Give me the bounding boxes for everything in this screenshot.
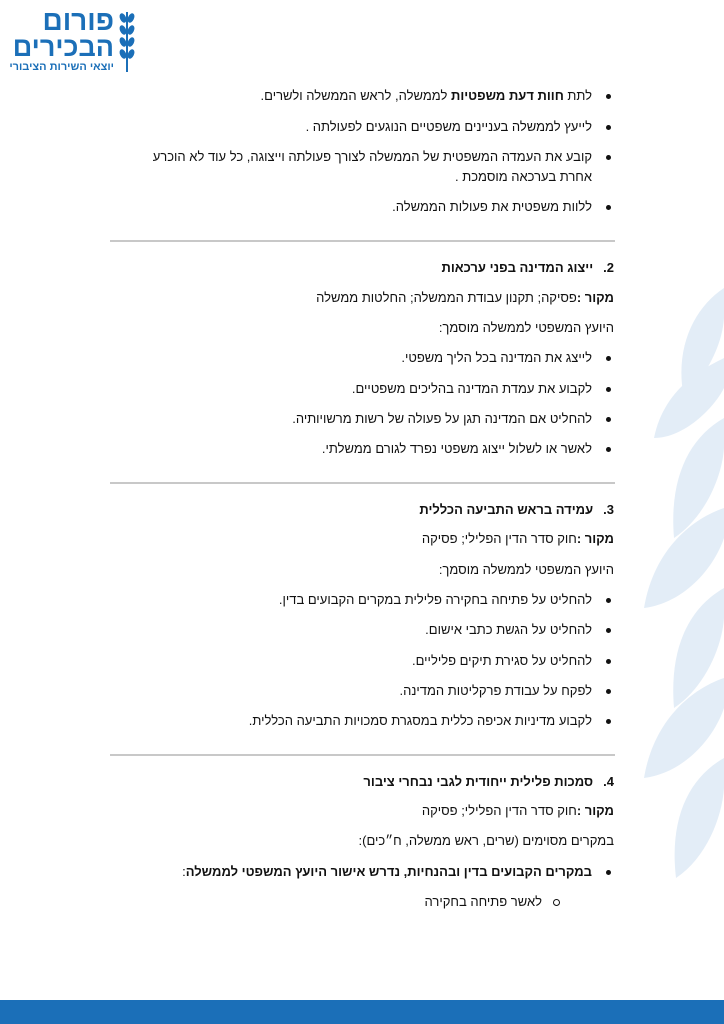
bullet-dot-icon — [606, 659, 611, 664]
bullet-dot-icon — [606, 628, 611, 633]
source-line: מקור :פסיקה; תקנון עבודת הממשלה; החלטות ממשלה — [316, 290, 614, 305]
footer-bar — [0, 1000, 724, 1024]
source-label: מקור — [584, 290, 614, 305]
list-item — [119, 681, 614, 701]
list-item-bold: במקרים הקבועים בדין ובהנחיות, נדרש אישור היועץ המשפטי לממשלה — [185, 864, 592, 879]
list-item: במקרים הקבועים בדין ובהנחיות, נדרש אישור היועץ המשפטי לממשלה: — [119, 862, 614, 882]
list-item-text: להחליט על הגשת כתבי אישום. — [425, 622, 592, 637]
source-label: מקור — [584, 531, 614, 546]
section-lead: במקרים מסוימים (שרים, ראש ממשלה, ח״כים): — [358, 833, 614, 848]
list-item-text: להחליט על פתיחה בחקירה פלילית במקרים הקבועים בדין. — [278, 592, 592, 607]
list-item — [119, 117, 614, 137]
section-title: סמכות פלילית ייחודית לגבי נבחרי ציבור — [363, 774, 594, 789]
source-text: פסיקה; תקנון עבודת הממשלה; החלטות ממשלה — [316, 290, 577, 305]
sub-list-item — [124, 892, 564, 912]
hollow-circle-icon — [553, 899, 560, 906]
divider — [110, 482, 615, 484]
section-number: 3. — [603, 502, 614, 517]
logo-tagline: יוצאי השירות הציבורי — [9, 61, 114, 73]
source-label: מקור — [584, 803, 614, 818]
section-heading — [109, 500, 614, 520]
source-line: מקור :חוק סדר הדין הפלילי; פסיקה — [421, 803, 614, 818]
list-item — [119, 348, 614, 368]
list-item — [119, 379, 614, 399]
list-item — [119, 590, 614, 610]
section-number: 4. — [603, 774, 614, 789]
list-item — [119, 147, 614, 187]
list-item-text: לתת — [563, 88, 592, 103]
list-item-text: ללוות משפטית את פעולות הממשלה. — [392, 199, 592, 214]
list-item-text: לממשלה, לראש הממשלה ולשרים. — [260, 88, 451, 103]
logo-title-line2: הבכירים — [12, 32, 114, 62]
list-item — [119, 409, 614, 429]
section-title: ייצוג המדינה בפני ערכאות — [441, 260, 594, 275]
list-item — [119, 439, 614, 459]
list-item — [119, 197, 614, 217]
bullet-dot-icon — [606, 205, 611, 210]
divider — [110, 754, 615, 756]
list-item — [119, 620, 614, 640]
list-item-text: לייעץ לממשלה בעניינים משפטיים הנוגעים לפעולתה . — [305, 119, 592, 134]
bullet-dot-icon — [606, 447, 611, 452]
section-heading — [109, 772, 614, 792]
bullet-dot-icon — [606, 870, 611, 875]
bullet-dot-icon — [606, 387, 611, 392]
list-item-text: להחליט אם המדינה תגן על פעולה של רשות מרשויותיה. — [292, 411, 592, 426]
list-item-text: לאשר או לשלול ייצוג משפטי נפרד לגורם ממשלתי. — [321, 441, 592, 456]
bullet-dot-icon — [606, 417, 611, 422]
sub-list-item-text: לאשר פתיחה בחקירה — [424, 894, 542, 909]
source-text: חוק סדר הדין הפלילי; פסיקה — [421, 803, 577, 818]
section-heading — [109, 258, 614, 278]
bullet-dot-icon — [606, 94, 611, 99]
bullet-dot-icon — [606, 598, 611, 603]
bullet-dot-icon — [606, 689, 611, 694]
source-text: חוק סדר הדין הפלילי; פסיקה — [421, 531, 577, 546]
list-item-text: קובע את העמדה המשפטית של הממשלה לצורך פעולתה וייצוגה, כל עוד לא הוכרע — [152, 149, 592, 164]
list-item-text: לקבוע את עמדת המדינה בהליכים משפטיים. — [351, 381, 592, 396]
section-lead: היועץ המשפטי לממשלה מוסמך: — [438, 562, 614, 577]
list-item-text: לפקח על עבודת פרקליטות המדינה. — [399, 683, 592, 698]
bullet-dot-icon — [606, 356, 611, 361]
logo-title-line1: פורום — [42, 5, 114, 36]
list-item — [119, 86, 614, 106]
section-number: 2. — [603, 260, 614, 275]
list-item — [119, 651, 614, 671]
list-item — [119, 711, 614, 731]
section-lead: היועץ המשפטי לממשלה מוסמך: — [438, 320, 614, 335]
list-item-text: להחליט על סגירת תיקים פליליים. — [412, 653, 592, 668]
list-item-text: אחרת בערכאה מוסמכת . — [454, 169, 592, 184]
section-title: עמידה בראש התביעה הכללית — [419, 502, 594, 517]
list-item-bold: חוות דעת משפטיות — [450, 88, 564, 103]
list-item-text: לקבוע מדיניות אכיפה כללית במסגרת סמכויות התביעה הכללית. — [248, 713, 592, 728]
bullet-dot-icon — [606, 155, 611, 160]
bullet-dot-icon — [606, 125, 611, 130]
source-line: מקור :חוק סדר הדין הפלילי; פסיקה — [421, 531, 614, 546]
list-item-text: לייצג את המדינה בכל הליך משפטי. — [401, 350, 592, 365]
bullet-dot-icon — [606, 719, 611, 724]
divider — [110, 240, 615, 242]
